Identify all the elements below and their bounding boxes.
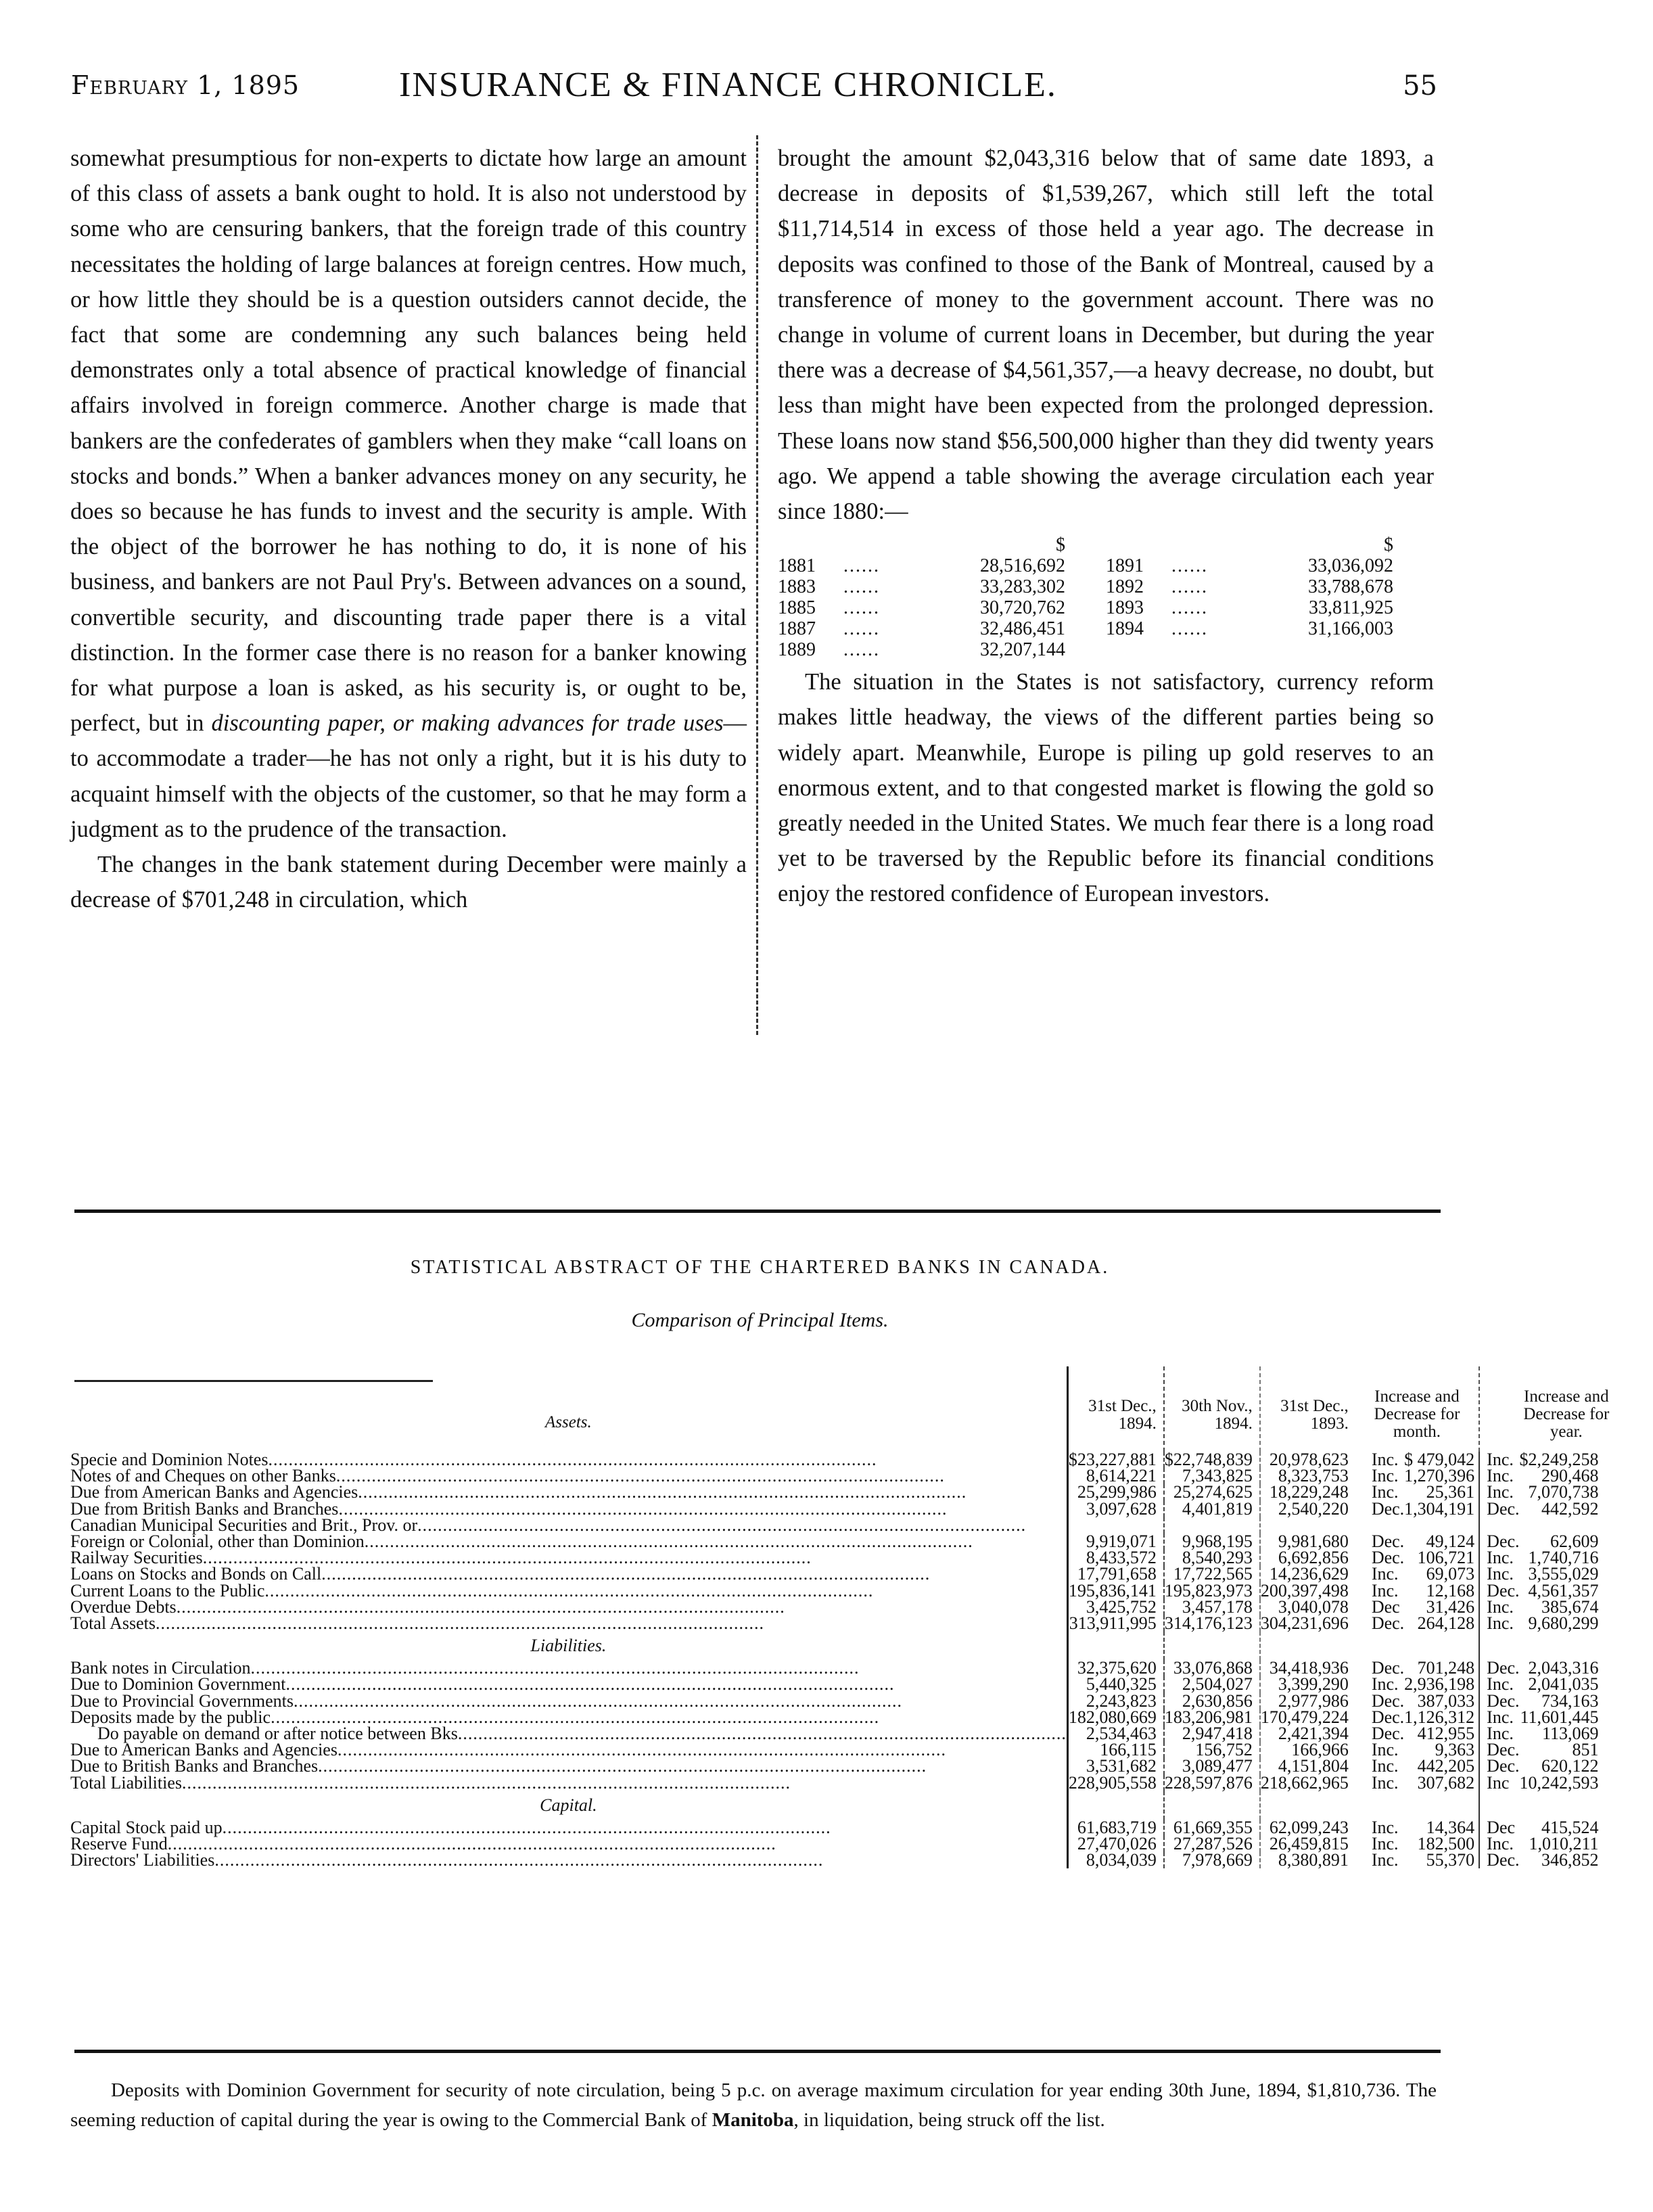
value-dec-1894: 27,470,026 [1067,1836,1164,1852]
table-row [70,1775,1653,1791]
amount: 31,166,003 [1308,618,1393,640]
row-label: Due from American Banks and Agencies........................................................................................................................ [70,1482,967,1502]
table-subtitle: Comparison of Principal Items. [631,1309,889,1331]
year: 1881 [778,555,816,577]
year: 1889 [778,639,816,661]
value-dec-1893: 3,399,290 [1260,1676,1355,1692]
value-dec-1893: 6,692,856 [1260,1550,1355,1566]
paragraph-text: —to accommodate a trader—he has not only a right, but it is his duty to acquaint himself with the objects of the customer, so that he may form a judgment as to the prudence of the transaction. [70,710,747,842]
dot-leader: ........................................................................................................................ [264,1580,874,1600]
value-nov-1894: 7,978,669 [1164,1852,1260,1868]
amount: 28,516,692 [979,555,1065,577]
dot-leader: ........................................................................................................................ [335,1466,945,1486]
monthly-change: 106,721 [1417,1548,1475,1568]
row-label: Total Assets........................................................................................................................ [70,1613,765,1634]
value-nov-1894: 195,823,973 [1164,1583,1260,1599]
value-dec-1894: 166,115 [1067,1742,1164,1758]
table-row [70,1852,1653,1868]
dot-leader: ........................................................................................................................ [337,1740,946,1760]
footnote-text: Deposits with Dominion Government for security of note circulation, being 5 p.c. on average maximum circulation for year ending 30th June, 1894, $1,810,736. The seeming reduction of capital during the year is owing to the Commercial Bank of [70,2079,1437,2131]
monthly-direction: Dec [1371,1596,1400,1617]
yearly-change: $2,249,258 [1519,1450,1599,1469]
row-label: Specie and Dominion Notes........................................................................................................................ [70,1450,877,1469]
currency-header-row [778,534,1434,555]
monthly-change: 1,126,312 [1404,1707,1475,1727]
section-divider [74,1209,1441,1213]
value-nov-1894: 3,457,178 [1164,1599,1260,1615]
row-label: Current Loans to the Public........................................................................................................................ [70,1580,874,1600]
paragraph-text: somewhat presumptious for non-experts to dictate how large an amount of this class of assets a bank ought to hold. It is also not understood by some who are censuring bankers, that the foreign trade of this country necessitates the holding of large balances at foreign centres. How much, or how little they should be is a question outsiders cannot decide, the fact that some are condemning any such balances being held demonstrates only a total absence of practical knowledge of financial affairs involved in foreign commerce. Another charge is made that bankers are the confederates of gamblers when they make “call loans on stocks and bonds.” When a banker advances money on any security, he does so because he has funds to invest and the security is ample. With the object of the borrower he has nothing to do, it is none of his business, and bankers are not Paul Pry's. Between advances on a sound, convertible security, and discounting trade paper there is a vital distinction. In the former case there is no reason for a banker knowing for what purpose a loan is asked, as his security is, or ought to be, perfect, but in [70,145,747,737]
monthly-direction: Dec. [1371,1531,1405,1552]
amount: 32,486,451 [979,618,1065,640]
publication-title: INSURANCE & FINANCE CHRONICLE. [399,66,1057,104]
dot-leader: ........................................................................................................................ [321,1564,931,1584]
table-row [778,555,1434,576]
year: 1887 [778,618,816,640]
dot-leader: ........................................................................................................................ [271,1707,880,1727]
italic-phrase: discounting paper, or making advances for trade uses [211,710,724,737]
amount: 32,207,144 [979,639,1065,661]
monthly-direction: Inc. [1371,1564,1399,1584]
row-label: Due to Dominion Government........................................................................................................................ [70,1674,895,1695]
table-row [778,639,1434,660]
monthly-direction: Inc. [1371,1450,1399,1469]
article-right-column [778,141,1434,912]
yearly-direction: Dec. [1479,1742,1519,1758]
leader-dots: ...... [1171,618,1208,640]
table-title: STATISTICAL ABSTRACT OF THE CHARTERED BANKS IN CANADA. [410,1257,1110,1278]
yearly-direction: Inc. [1479,1726,1519,1742]
value-dec-1894: 8,034,039 [1067,1852,1164,1868]
value-nov-1894: 2,504,027 [1164,1676,1260,1692]
yearly-direction: Inc. [1479,1452,1519,1468]
monthly-direction: Inc. [1371,1756,1399,1776]
value-dec-1893: 20,978,623 [1260,1452,1355,1468]
yearly-change: 620,122 [1541,1756,1599,1776]
value-dec-1894: 17,791,658 [1067,1566,1164,1582]
value-dec-1894: 25,299,986 [1067,1484,1164,1500]
value-dec-1893: 62,099,243 [1260,1820,1355,1836]
monthly-direction: Dec. [1371,1707,1405,1727]
year: 1883 [778,576,816,598]
value-dec-1894: 3,425,752 [1067,1599,1164,1615]
leader-dots: ...... [1171,576,1208,598]
yearly-change: 346,852 [1541,1850,1599,1870]
value-dec-1893: 200,397,498 [1260,1583,1355,1599]
header-line: Decrease for [1374,1405,1460,1423]
section-heading-row [70,1632,1653,1660]
value-dec-1893: 2,421,394 [1260,1726,1355,1742]
column-header-nov-1894 [1164,1366,1260,1452]
dot-leader: ........................................................................................................................ [176,1596,785,1617]
monthly-change: 1,304,191 [1404,1498,1475,1519]
value-dec-1893: 8,323,753 [1260,1468,1355,1484]
value-dec-1893: 8,380,891 [1260,1852,1355,1868]
value-dec-1894: 3,097,628 [1067,1501,1164,1517]
yearly-direction: Dec. [1479,1534,1519,1550]
column-header-dec-1894 [1067,1366,1164,1452]
row-label: Due from British Banks and Branches........................................................................................................................ [70,1498,948,1519]
value-nov-1894: 61,669,355 [1164,1820,1260,1836]
value-nov-1894: 25,274,625 [1164,1484,1260,1500]
dot-leader: ........................................................................................................................ [364,1531,973,1552]
bank-statistics-table [70,1366,1653,1868]
yearly-direction: Inc [1479,1775,1519,1791]
monthly-direction: Inc. [1371,1850,1399,1870]
monthly-change: 55,370 [1426,1850,1475,1870]
yearly-change: 3,555,029 [1528,1564,1599,1584]
yearly-change: 415,524 [1541,1817,1599,1837]
column-header-yearly-change [1479,1366,1652,1452]
value-nov-1894: 314,176,123 [1164,1615,1260,1632]
header-line: month. [1393,1423,1441,1441]
yearly-change: 9,680,299 [1528,1613,1599,1634]
row-label: Notes of and Cheques on other Banks........................................................................................................................ [70,1466,945,1486]
leader-dots: ...... [843,618,880,640]
value-dec-1894: 32,375,620 [1067,1660,1164,1676]
value-dec-1893: 3,040,078 [1260,1599,1355,1615]
footnote-bold-text: Manitoba [712,2109,794,2131]
value-nov-1894: 156,752 [1164,1742,1260,1758]
value-dec-1894: 9,919,071 [1067,1534,1164,1550]
yearly-change: 1,740,716 [1528,1548,1599,1568]
row-label: Overdue Debts........................................................................................................................ [70,1596,785,1617]
leader-dots: ...... [1171,597,1208,619]
monthly-change: 307,682 [1417,1772,1475,1793]
year: 1891 [1105,555,1144,577]
row-label: Directors' Liabilities........................................................................................................................ [70,1850,824,1870]
value-nov-1894: 3,089,477 [1164,1758,1260,1774]
yearly-direction: Inc. [1479,1468,1519,1484]
monthly-change: 9,363 [1435,1740,1475,1760]
table-row [778,597,1434,618]
amount: 33,788,678 [1308,576,1393,598]
monthly-change: 264,128 [1417,1613,1475,1634]
yearly-change: 734,163 [1541,1690,1599,1711]
monthly-change: $ 479,042 [1404,1450,1475,1469]
leader-dots: ...... [843,639,880,661]
row-label: Bank notes in Circulation........................................................................................................................ [70,1658,860,1678]
monthly-direction: Dec. [1371,1690,1405,1711]
capital-section [70,1817,1653,1870]
row-label: Due to Provincial Governments........................................................................................................................ [70,1690,902,1711]
monthly-direction: Dec. [1371,1548,1405,1568]
yearly-direction: Dec. [1479,1758,1519,1774]
column-header-assets: Assets. [545,1413,592,1431]
leader-dots: ...... [843,597,880,619]
table-header-row [70,1366,1653,1452]
capital-heading [70,1791,1653,1820]
value-dec-1893: 304,231,696 [1260,1615,1355,1632]
yearly-change: 1,010,211 [1529,1834,1599,1854]
value-nov-1894: 4,401,819 [1164,1501,1260,1517]
yearly-change: 385,674 [1541,1596,1599,1617]
yearly-direction: Inc. [1479,1709,1519,1726]
header-line: Increase and [1374,1387,1460,1406]
value-nov-1894: 33,076,868 [1164,1660,1260,1676]
dot-leader: ........................................................................................................................ [285,1674,895,1695]
value-nov-1894: 17,722,565 [1164,1566,1260,1582]
section-heading-row [70,1791,1653,1820]
value-nov-1894: 228,597,876 [1164,1775,1260,1791]
value-dec-1893: 18,229,248 [1260,1484,1355,1500]
value-dec-1893: 34,418,936 [1260,1660,1355,1676]
column-header-monthly-change [1355,1366,1479,1452]
monthly-change: 14,364 [1426,1817,1475,1837]
amount: 33,811,925 [1309,597,1393,619]
monthly-direction: Dec. [1371,1498,1405,1519]
monthly-change: 1,270,396 [1404,1466,1475,1486]
row-label: Due to British Banks and Branches........................................................................................................................ [70,1756,927,1776]
row-label: Do payable on demand or after notice between Bks........................................................................................................................ [97,1724,1067,1744]
leader-dots: ...... [843,576,880,598]
value-nov-1894: 27,287,526 [1164,1836,1260,1852]
issue-date: February 1, 1895 [71,70,300,100]
value-dec-1894: 182,080,669 [1067,1709,1164,1726]
yearly-change: 62,609 [1550,1531,1599,1552]
dot-leader: ........................................................................................................................ [202,1548,812,1568]
yearly-direction: Inc. [1479,1599,1519,1615]
monthly-direction: Dec. [1371,1658,1405,1678]
currency-symbol: $ [1055,534,1065,556]
header-line: 31st Dec., [1280,1397,1349,1415]
amount: 30,720,762 [979,597,1065,619]
monthly-direction: Inc. [1371,1740,1399,1760]
table-footnote [70,2075,1437,2135]
article-paragraph: The changes in the bank statement during December were mainly a decrease of $701,248 in circulation, which [70,852,747,913]
monthly-change: 387,033 [1417,1690,1475,1711]
value-dec-1894: $23,227,881 [1067,1452,1164,1468]
year: 1893 [1105,597,1144,619]
header-line: 1894. [1118,1414,1157,1433]
value-dec-1894: 61,683,719 [1067,1820,1164,1836]
yearly-change: 851 [1572,1740,1599,1760]
value-nov-1894: 7,343,825 [1164,1468,1260,1484]
row-label: Deposits made by the public........................................................................................................................ [70,1707,880,1727]
monthly-change: 701,248 [1417,1658,1475,1678]
value-dec-1893: 2,540,220 [1260,1501,1355,1517]
monthly-change: 12,168 [1426,1580,1475,1600]
monthly-change: 25,361 [1426,1482,1475,1502]
header-line: Increase and [1524,1387,1609,1406]
value-dec-1894: 228,905,558 [1067,1775,1164,1791]
row-label: Due to American Banks and Agencies........................................................................................................................ [70,1740,946,1760]
value-dec-1894: 5,440,325 [1067,1676,1164,1692]
value-dec-1894: 8,614,221 [1067,1468,1164,1484]
monthly-change: 182,500 [1417,1834,1475,1854]
value-nov-1894: 9,968,195 [1164,1534,1260,1550]
value-dec-1894: 2,243,823 [1067,1693,1164,1709]
yearly-change: 10,242,593 [1519,1772,1599,1793]
yearly-direction: Inc. [1479,1615,1519,1632]
header-line: Decrease for [1523,1405,1610,1423]
value-dec-1893: 218,662,965 [1260,1775,1355,1791]
header-line: year. [1550,1423,1583,1441]
dot-leader: ........................................................................................................................ [338,1498,948,1519]
table-bottom-rule [74,2050,1441,2053]
header-line: 31st Dec., [1088,1397,1157,1415]
dot-leader: ........................................................................................................................ [222,1817,831,1837]
table-row [778,576,1434,597]
footnote-text: , in liquidation, being struck off the list. [793,2109,1105,2131]
value-dec-1893: 2,977,986 [1260,1693,1355,1709]
liabilities-section [70,1660,1653,1791]
monthly-direction: Inc. [1371,1772,1399,1793]
yearly-direction: Inc. [1479,1484,1519,1500]
dot-leader: ........................................................................................................................ [214,1850,824,1870]
yearly-change: 2,041,035 [1528,1674,1599,1695]
row-label: Loans on Stocks and Bonds on Call........................................................................................................................ [70,1564,931,1584]
monthly-direction: Inc. [1371,1817,1399,1837]
dot-leader: ........................................................................................................................ [156,1613,765,1634]
yearly-direction: Dec. [1479,1693,1519,1709]
table-row [778,618,1434,639]
article-paragraph: brought the amount $2,043,316 below that of same date 1893, a decrease in deposits of $1,539,267, which still left the total $11,714,514 in excess of those held a year ago. The decrease in deposits was confined to those of the Bank of Montreal, caused by a transference of money to the government account. There was no change in volume of current loans in December, but during the year there was a decrease of $4,561,357,—a heavy decrease, no doubt, but less than might have been expected from the prolonged depression. These loans now stand $56,500,000 higher than they did twenty years ago. We append a table showing the average circulation each year since 1880:— [778,145,1434,525]
value-dec-1893: 170,479,224 [1260,1709,1355,1726]
value-nov-1894: 2,947,418 [1164,1726,1260,1742]
column-header-dec-1893 [1260,1366,1355,1452]
article-left-column [70,141,747,917]
value-dec-1893: 14,236,629 [1260,1566,1355,1582]
monthly-direction: Inc. [1371,1674,1399,1695]
value-dec-1894: 2,534,463 [1067,1726,1164,1742]
value-dec-1893: 166,966 [1260,1742,1355,1758]
monthly-change: 69,073 [1426,1564,1475,1584]
page-number: 55 [1403,70,1437,101]
header-line: 1893. [1310,1414,1349,1433]
header-line: 30th Nov., [1182,1397,1253,1415]
monthly-change: 31,426 [1426,1596,1475,1617]
value-nov-1894: 2,630,856 [1164,1693,1260,1709]
yearly-change: 7,070,738 [1528,1482,1599,1502]
article-paragraph: The situation in the States is not satisfactory, currency reform makes little headway, the views of the different parties being so widely apart. Meanwhile, Europe is piling up gold reserves to an enormous extent, and to that congested market is flowing the gold so greatly needed in the United States. We much fear there is a long road yet to be traversed by the Republic before its financial conditions enjoy the restored confidence of European investors. [778,669,1434,907]
amount: 33,283,302 [979,576,1065,598]
yearly-direction: Inc. [1479,1566,1519,1582]
row-label: Canadian Municipal Securities and Brit., Prov. or........................................................................................................................ [70,1515,1027,1535]
value-dec-1894: 195,836,141 [1067,1583,1164,1599]
monthly-direction: Inc. [1371,1580,1399,1600]
yearly-direction: Inc. [1479,1676,1519,1692]
value-dec-1893: 9,981,680 [1260,1534,1355,1550]
row-label: Foreign or Colonial, other than Dominion........................................................................................................................ [70,1531,973,1552]
yearly-direction: Dec. [1479,1660,1519,1676]
value-nov-1894: 183,206,981 [1164,1709,1260,1726]
yearly-change: 4,561,357 [1528,1580,1599,1600]
assets-section [70,1452,1653,1632]
row-label: Reserve Fund........................................................................................................................ [70,1834,776,1854]
article-paragraph [70,141,747,847]
yearly-change: 11,601,445 [1520,1707,1599,1727]
dot-leader: ........................................................................................................................ [167,1834,776,1854]
dot-leader: ........................................................................................................................ [294,1690,902,1711]
yearly-direction: Dec. [1479,1583,1519,1599]
row-label: Total Liabilities........................................................................................................................ [70,1772,791,1793]
amount: 33,036,092 [1308,555,1393,577]
average-circulation-table [778,534,1434,660]
header-line: 1894. [1214,1414,1253,1433]
yearly-direction: Dec. [1479,1852,1519,1868]
value-dec-1894: 313,911,995 [1067,1615,1164,1632]
section-heading: Capital. [540,1795,597,1815]
monthly-change: 49,124 [1426,1531,1475,1552]
leader-dots: ...... [843,555,880,577]
value-nov-1894: 8,540,293 [1164,1550,1260,1566]
yearly-direction: Dec. [1479,1501,1519,1517]
leader-dots: ...... [1171,555,1208,577]
yearly-direction: Dec [1479,1820,1519,1836]
dot-leader: ........................................................................................................................ [417,1515,1027,1535]
monthly-change: 2,936,198 [1404,1674,1475,1695]
dot-leader: ........................................................................................................................ [457,1724,1067,1744]
table-row [70,1615,1653,1632]
dot-leader: ........................................................................................................................ [358,1482,967,1502]
year: 1894 [1105,618,1144,640]
year: 1885 [778,597,816,619]
liabilities-heading [70,1632,1653,1660]
monthly-direction: Dec. [1371,1724,1405,1744]
year: 1892 [1105,576,1144,598]
value-nov-1894: $22,748,839 [1164,1452,1260,1468]
monthly-change: 442,205 [1417,1756,1475,1776]
dot-leader: ........................................................................................................................ [268,1450,877,1469]
value-dec-1893: 26,459,815 [1260,1836,1355,1852]
section-heading: Liabilities. [530,1636,607,1656]
yearly-change: 290,468 [1541,1466,1599,1486]
currency-symbol: $ [1384,534,1393,556]
footnote-paragraph [70,2075,1437,2135]
yearly-change: 113,069 [1541,1724,1599,1744]
value-dec-1894: 3,531,682 [1067,1758,1164,1774]
row-label: Capital Stock paid up........................................................................................................................ [70,1817,831,1837]
monthly-direction: Inc. [1371,1466,1399,1486]
page-header [71,65,1437,106]
monthly-direction: Dec. [1371,1613,1405,1634]
row-label: Railway Securities........................................................................................................................ [70,1548,812,1568]
dot-leader: ........................................................................................................................ [250,1658,860,1678]
monthly-change: 412,955 [1417,1724,1475,1744]
monthly-direction: Inc. [1371,1482,1399,1502]
value-dec-1893: 4,151,804 [1260,1758,1355,1774]
yearly-change: 2,043,316 [1528,1658,1599,1678]
value-dec-1894: 8,433,572 [1067,1550,1164,1566]
yearly-direction: Inc. [1479,1836,1519,1852]
yearly-change: 442,592 [1541,1498,1599,1519]
monthly-direction: Inc. [1371,1834,1399,1854]
dot-leader: ........................................................................................................................ [181,1772,791,1793]
dot-leader: ........................................................................................................................ [318,1756,927,1776]
column-divider [756,135,758,1035]
yearly-direction: Inc. [1479,1550,1519,1566]
